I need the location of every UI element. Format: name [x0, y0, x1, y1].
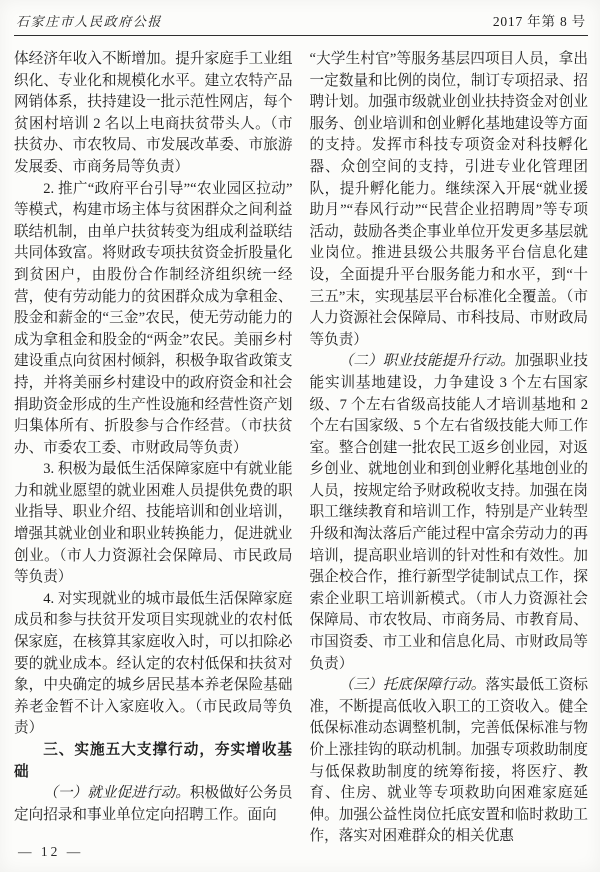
paragraph-text: 落实最低工资标准，不断提高低收入职工的工资收入。健全低保标准动态调整机制，完善低保标准与物价上涨挂钩的联动机制。加强专项救助制度与低保救助制度的统筹衔接，将医疗、教育、住房、就业等专项救助向困难家庭延伸。加强公益性岗位托底安置和临时救助工作，落实对困难群众的相关优惠	[309, 677, 588, 845]
paragraph	[14, 459, 293, 589]
page-number: — 12 —	[18, 844, 84, 859]
paragraph	[14, 179, 293, 460]
paragraph-text: 2. 推广“政府平台引导”“农业园区拉动”等模式，构建市场主体与贫困群众之间利益联结机制，由单户扶贫转变为组成利益联结共同体致富。将财政专项扶贫资金折股量化到贫困户，由股份合作制经济组织统一经营，使有劳动能力的贫困群众成为拿租金、股金和薪金的“三金”农民，使无劳动能力的成为拿租金和股金的“两金”农民。美丽乡村建设重点向贫困村倾斜，积极争取省政策支持，并将美丽乡村建设中的政府资金和社会捐助资金形成的生产性设施和经营性资产划归集体所有、折股参与合作经营。（市扶贫办、市委农工委、市财政局等负责）	[14, 180, 293, 456]
paragraph-lead: （二）职业技能提升行动。	[338, 353, 515, 370]
paragraph-text: 加强职业技能实训基地建设，力争建设 3 个左右国家级、7 个左右省级高技能人才培训基地和 2 个左右国家级、5 个左右省级技能大师工作室。整合创建一批农民工返乡创业园，对返乡创业、就地创业和到创业孵化基地创业的人员，按规定给予财政税收支持。加强在岗职工继续教育和培训工作，特别是产业转型升级和淘汰落后产能过程中富余劳动力的再培训，提高职业培训的针对性和有效性。加强企校合作，推行新型学徒制试点工作，探索企业职工培训新模式。（市人力资源社会保障局、市农牧局、市商务局、市教育局、市国资委、市工业和信息化局、市财政局等负责）	[309, 353, 588, 672]
paragraph-lead: （一）就业促进行动。	[43, 785, 190, 802]
paragraph	[310, 49, 589, 351]
paragraph	[14, 49, 293, 179]
section-heading-text: 三、实施五大支撑行动，夯实增收基础	[14, 742, 293, 780]
page-header	[14, 8, 588, 35]
paragraph	[14, 589, 293, 740]
right-column	[310, 49, 589, 848]
paragraph	[310, 351, 589, 675]
paragraph-text: 3. 积极为最低生活保障家庭中有就业能力和就业愿望的就业困难人员提供免费的职业指导、职业介绍、技能培训和创业培训，增强其就业创业和职业转换能力，促进就业创业。（市人力资源社会保障局、市民政局等负责）	[14, 461, 293, 586]
paragraph	[14, 783, 293, 826]
left-column	[14, 49, 293, 848]
paragraph-lead: （三）托底保障行动。	[338, 677, 486, 694]
paragraph-text: 4. 对实现就业的城市最低生活保障家庭成员和参与扶贫开发项目实现就业的农村低保家庭，在核算其家庭收入时，可以扣除必要的就业成本。经认定的农村低保和扶贫对象，中央确定的城乡居民基本养老保险基础养老金暂不计入家庭收入。（市民政局等负责）	[14, 590, 293, 737]
article-body	[14, 49, 588, 848]
issue-label: 2017 年第 8 号	[492, 14, 586, 29]
publication-title: 石家庄市人民政府公报	[16, 14, 163, 29]
paragraph-text: “大学生村官”等服务基层四项目人员，拿出一定数量和比例的岗位，制订专项招录、招聘计划。加强市级就业创业扶持资金对创业服务、创业培训和创业孵化基地建设等方面的支持。发挥市科技专项资金对科技孵化器、众创空间的支持，引进专业化管理团队，提升孵化能力。继续深入开展“就业援助月”“春风行动”“民营企业招聘周”等专项活动，鼓励各类企事业单位开发更多基层就业岗位。推进县级公共服务平台信息化建设，全面提升平台服务能力和水平，到“十三五”末，实现基层平台标准化全覆盖。（市人力资源社会保障局、市科技局、市财政局等负责）	[309, 51, 588, 348]
paragraph-text: 体经济年收入不断增加。提升家庭手工业组织化、专业化和规模化水平。建立农特产品网销体系，扶持建设一批示范性网店，每个贫困村培训 2 名以上电商扶贫带头人。（市扶贫办、市农牧局、市发展改革委、市旅游发展委、市商务局等负责）	[14, 51, 293, 175]
paragraph	[310, 675, 589, 848]
page-footer	[18, 844, 83, 860]
header-rule	[14, 35, 588, 36]
paragraph-text: 积极做好公务员定向招录和事业单位定向招聘工作。面向	[14, 785, 293, 823]
section-heading	[14, 740, 293, 783]
